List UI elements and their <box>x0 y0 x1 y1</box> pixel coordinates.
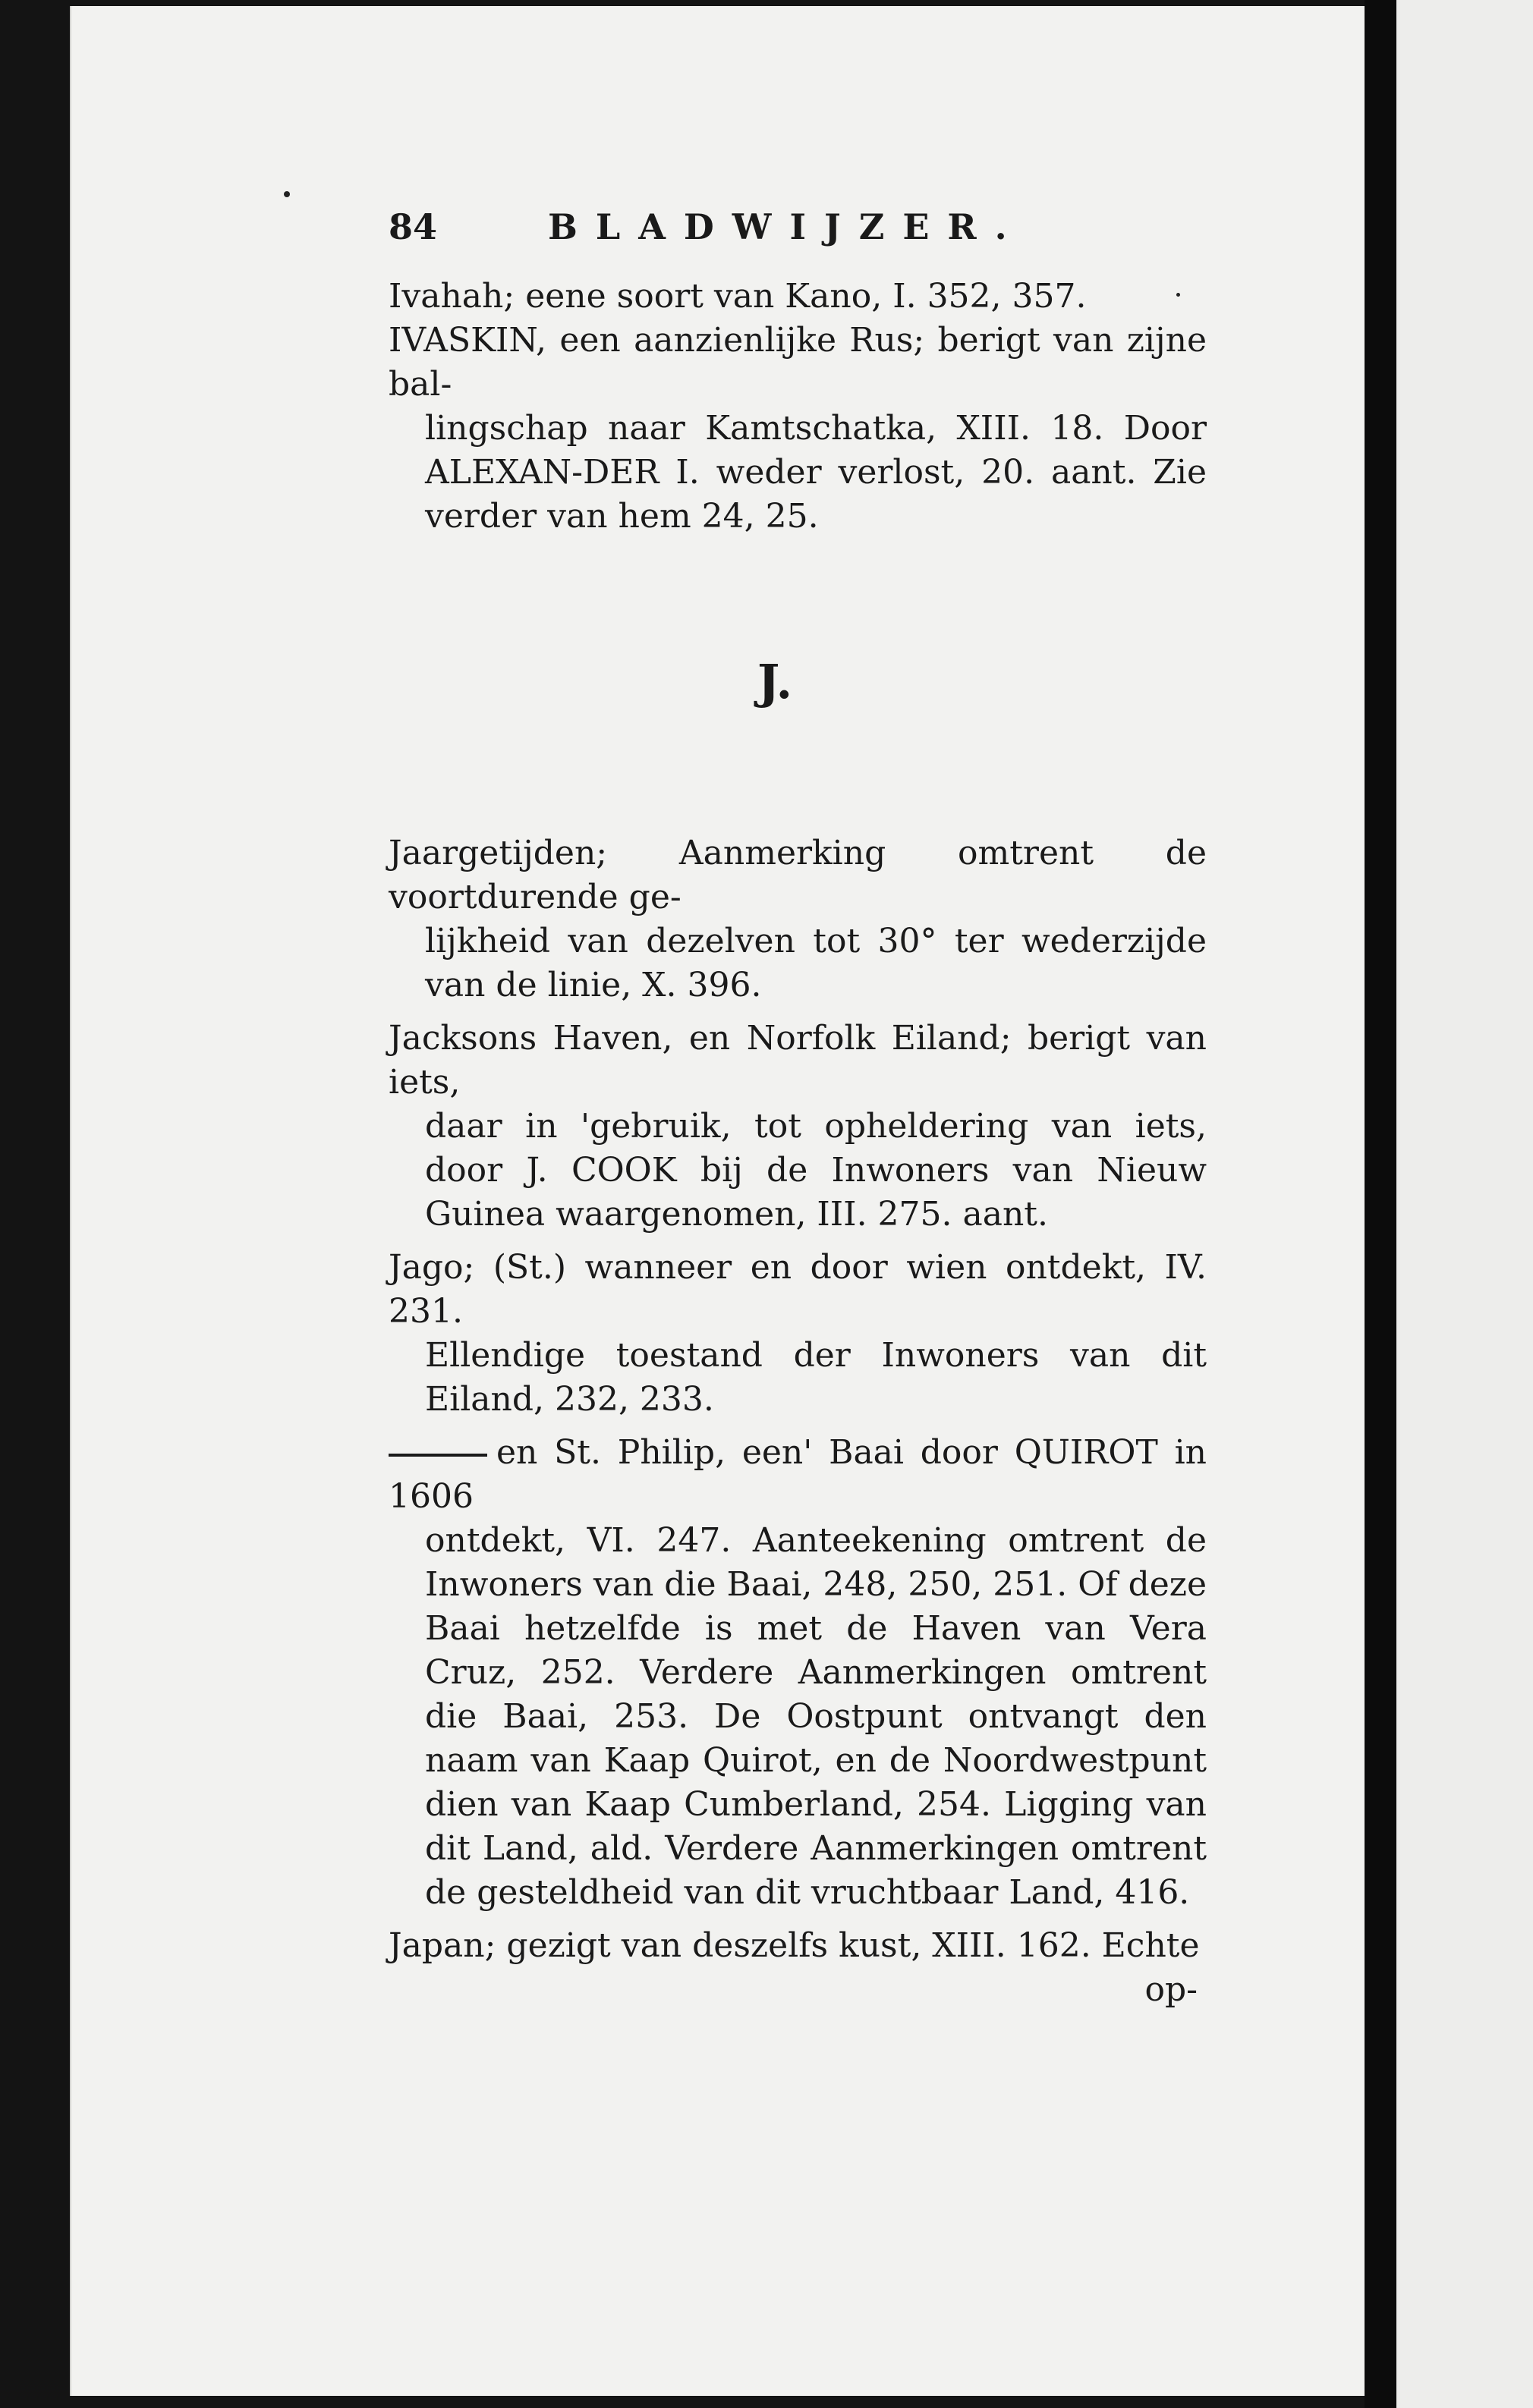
index-entry-ivahah <box>389 275 1207 319</box>
index-entry-ivaskin <box>389 319 1207 539</box>
index-entry-jacksons-haven <box>389 1017 1207 1237</box>
entry-first-line: Ivahah; eene soort van Kano, I. 352, 357. <box>389 277 1087 316</box>
entry-first-line: Jacksons Haven, en Norfolk Eiland; berigt van iets, <box>389 1019 1207 1102</box>
index-entry-jago <box>389 1246 1207 1422</box>
entry-continuation: ontdekt, VI. 247. Aanteekening omtrent de Inwoners van die Baai, 248, 250, 251. Of deze Baai hetzelfde is met de Haven van Vera Cruz, 252. Verdere Aanmerkingen omtrent die Baai, 253. De Oostpunt ontvangt den naam van Kaap Quirot, en de Noordwestpunt dien van Kaap Cumberland, 254. Ligging van dit Land, ald. Verdere Aanmerkingen omtrent de gesteldheid van dit vruchtbaar Land, 416. <box>425 1521 1207 1912</box>
catchword: op- <box>1144 1970 1198 2009</box>
book-gutter <box>1365 0 1396 2408</box>
index-entry-jaargetijden <box>389 831 1207 1008</box>
entry-first-line: Jago; (St.) wanneer en door wien ontdekt, IV. 231. <box>389 1248 1207 1331</box>
entry-continuation: Ellendige toestand der Inwoners van dit Eiland, 232, 233. <box>425 1336 1207 1419</box>
entry-continuation: lijkheid van dezelven tot 30° ter wederzijde van de linie, X. 396. <box>425 922 1207 1004</box>
index-entry-japan <box>389 1924 1207 1968</box>
entry-first-line: Japan; gezigt van deszelfs kust, XIII. 162. Echte <box>389 1926 1200 1965</box>
entry-first-line: Jaargetijden; Aanmerking omtrent de voortdurende ge- <box>389 834 1207 916</box>
entry-continuation: lingschap naar Kamtschatka, XIII. 18. Door ALEXAN-DER I. weder verlost, 20. aant. Zie verder van hem 24, 25. <box>425 409 1207 536</box>
index-entry-st-philip <box>389 1431 1207 1915</box>
entry-first-line: IVASKIN, een aanzienlijke Rus; berigt van zijne bal- <box>389 321 1207 404</box>
page-header <box>389 205 1207 252</box>
section-letter: J. <box>757 654 793 709</box>
page-number: 84 <box>389 206 438 247</box>
facing-page-edge <box>1396 0 1533 2408</box>
entry-continuation: daar in 'gebruik, tot opheldering van iets, door J. COOK bij de Inwoners van Nieuw Guinea waargenomen, III. 275. aant. <box>425 1107 1207 1234</box>
ink-speck <box>284 191 290 197</box>
ditto-dash <box>389 1454 487 1457</box>
text-column <box>389 205 1207 2012</box>
running-title: BLADWIJZER. <box>548 206 1025 247</box>
entry-first-line: en St. Philip, een' Baai door QUIROT in 1606 <box>389 1433 1207 1516</box>
